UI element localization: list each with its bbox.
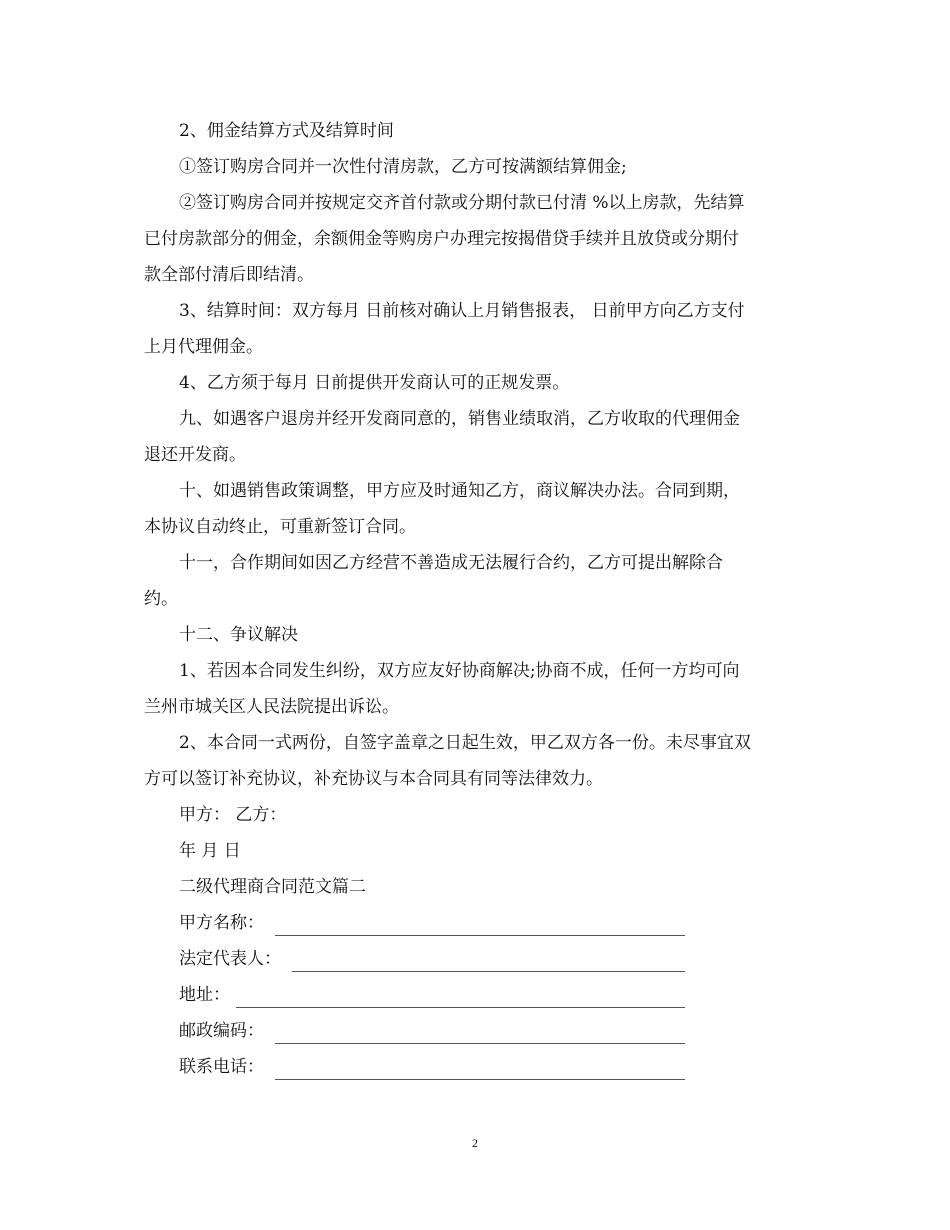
clause-invoice: 4、乙方须于每月 日前提供开发商认可的正规发票。 <box>179 373 570 393</box>
clause-ten-line-1: 十、如遇销售政策调整，甲方应及时通知乙方，商议解决办法。合同到期， <box>179 481 740 501</box>
clause-twelve-item-2-line-1: 2、本合同一式两份，自签字盖章之日起生效，甲乙双方各一份。未尽事宜双 <box>179 733 751 753</box>
clause-settlement-time-line-2: 上月代理佣金。 <box>144 337 263 357</box>
legal-representative-blank <box>292 971 685 972</box>
clause-eleven-line-1: 十一，合作期间如因乙方经营不善造成无法履行合约，乙方可提出解除合 <box>179 553 723 573</box>
clause-commission-heading: 2、佣金结算方式及结算时间 <box>179 121 394 141</box>
clause-twelve-item-2-line-2: 方可以签订补充协议，补充协议与本合同具有同等法律效力。 <box>144 769 603 789</box>
postcode-label: 邮政编码： <box>179 1021 264 1041</box>
clause-twelve-item-1-line-2: 兰州市城关区人民法院提出诉讼。 <box>144 697 399 717</box>
signature-date: 年 月 日 <box>179 841 241 861</box>
clause-twelve-item-1-line-1: 1、若因本合同发生纠纷，双方应友好协商解决;协商不成，任何一方均可向 <box>179 661 740 681</box>
clause-nine-line-1: 九、如遇客户退房并经开发商同意的，销售业绩取消，乙方收取的代理佣金 <box>179 409 740 429</box>
postcode-blank <box>275 1043 685 1044</box>
clause-twelve-heading: 十二、争议解决 <box>179 625 298 645</box>
phone-label: 联系电话： <box>179 1057 264 1077</box>
clause-ten-line-2: 本协议自动终止，可重新签订合同。 <box>144 517 416 537</box>
address-label: 地址： <box>179 985 230 1005</box>
page-number: 2 <box>472 1136 478 1150</box>
party-a-name-blank <box>275 935 685 936</box>
clause-eleven-line-2: 约。 <box>144 589 178 609</box>
legal-representative-label: 法定代表人： <box>179 949 281 969</box>
section-heading-contract-two: 二级代理商合同范文篇二 <box>179 877 366 897</box>
party-a-name-label: 甲方名称： <box>179 913 264 933</box>
clause-commission-item-2-line-2: 已付房款部分的佣金，余额佣金等购房户办理完按揭借贷手续并且放贷或分期付 <box>144 229 739 249</box>
clause-commission-item-2-line-3: 款全部付清后即结清。 <box>144 265 314 285</box>
clause-commission-item-1: ①签订购房合同并一次性付清房款，乙方可按满额结算佣金; <box>179 157 627 177</box>
clause-nine-line-2: 退还开发商。 <box>144 445 246 465</box>
signature-parties: 甲方： 乙方： <box>179 805 287 825</box>
address-blank <box>236 1007 685 1008</box>
clause-settlement-time-line-1: 3、结算时间：双方每月 日前核对确认上月销售报表， 日前甲方向乙方支付 <box>179 301 745 321</box>
clause-commission-item-2-line-1: ②签订购房合同并按规定交齐首付款或分期付款已付清 %以上房款，先结算 <box>179 193 745 213</box>
phone-blank <box>275 1079 685 1080</box>
